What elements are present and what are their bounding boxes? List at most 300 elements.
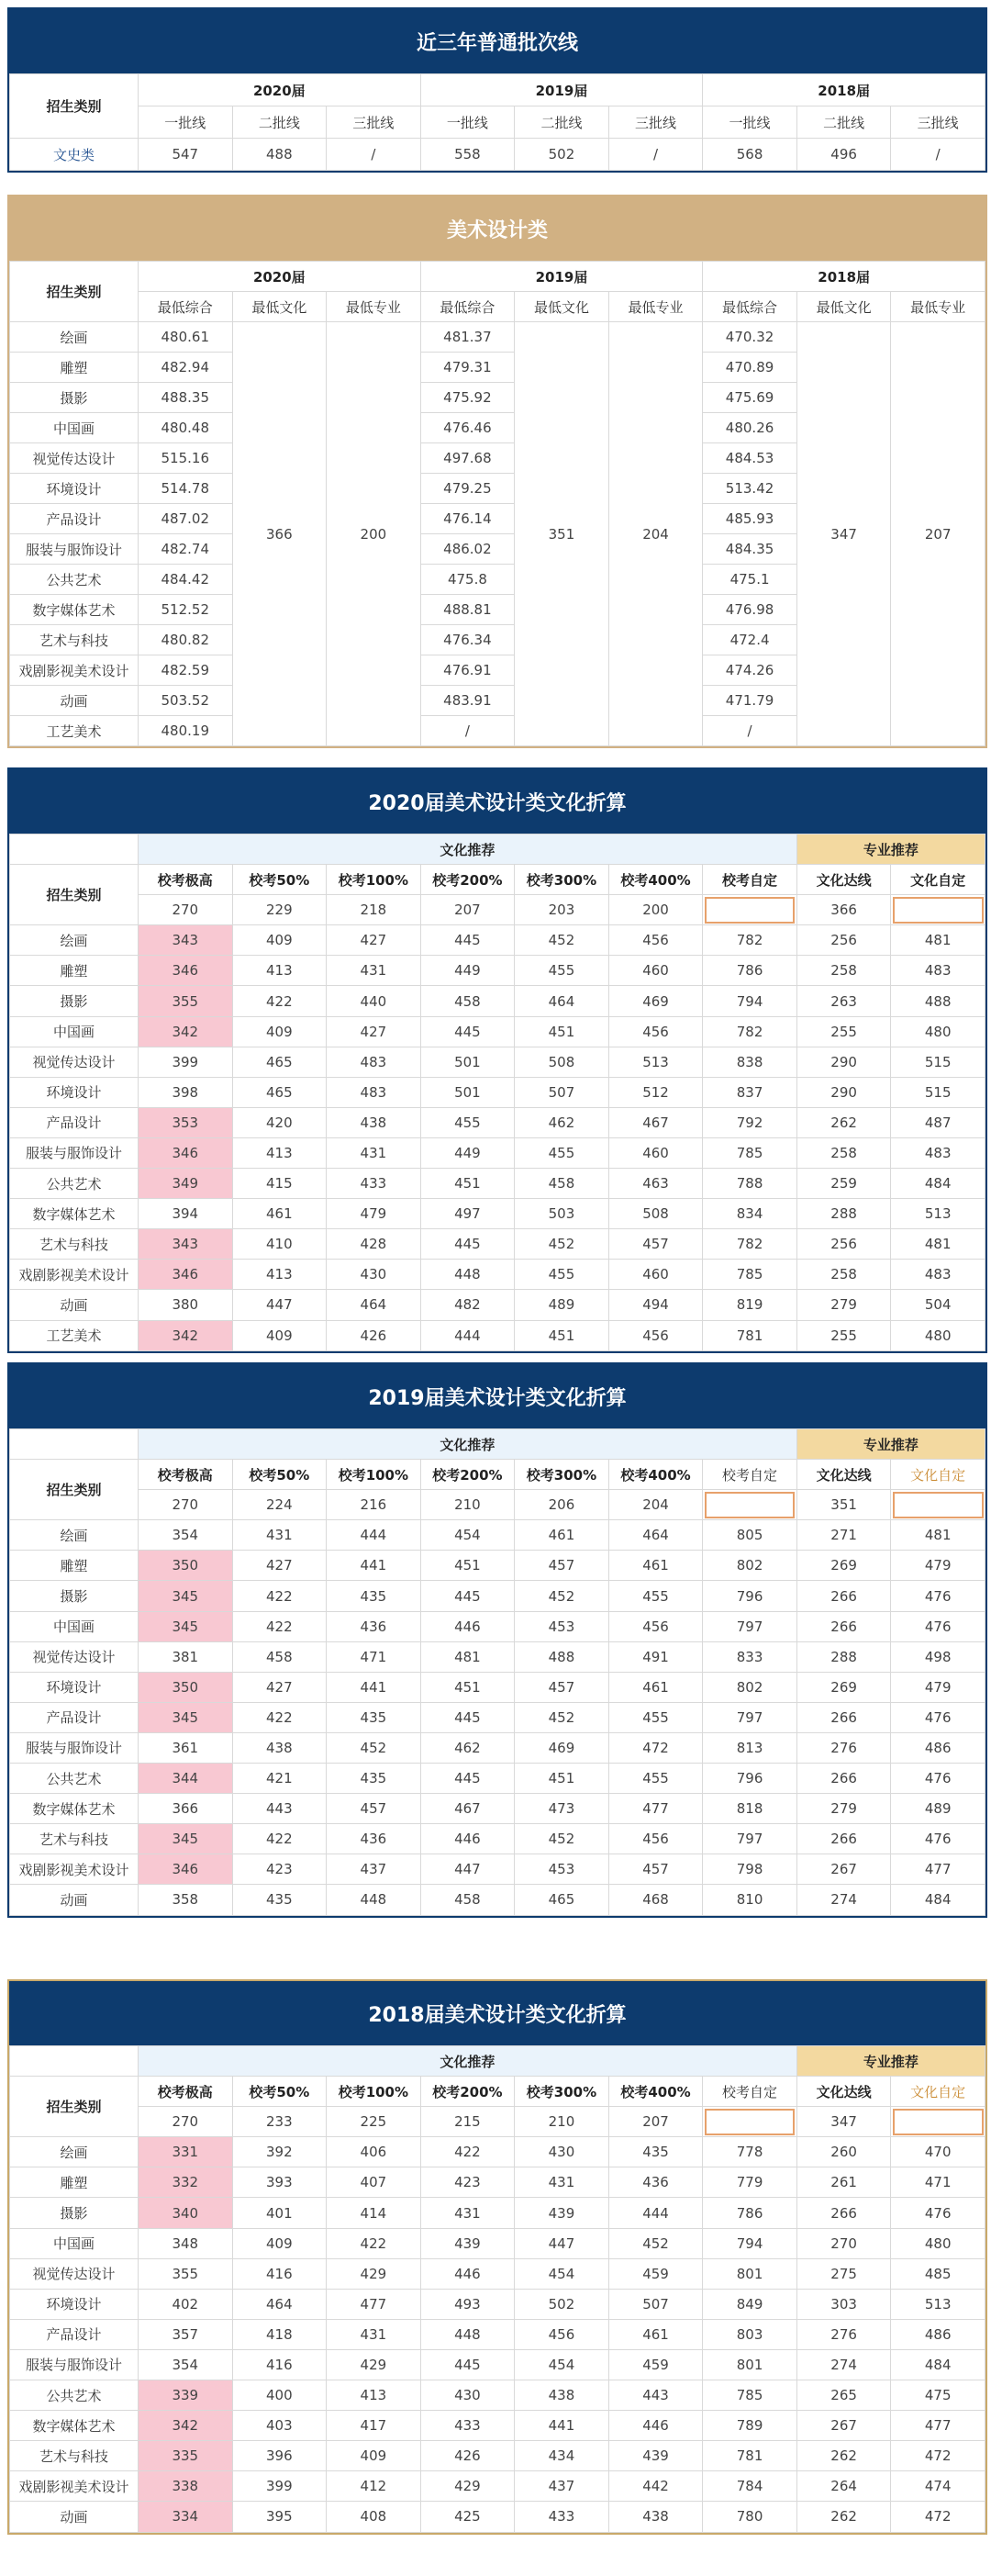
column-header: 校考400% [608, 2077, 703, 2107]
value-cell: 477 [327, 2289, 421, 2319]
value-cell: 429 [420, 2471, 515, 2502]
value-cell: 497 [420, 1199, 515, 1229]
section-title: 美术设计类 [9, 196, 985, 261]
value-cell: 395 [232, 2502, 327, 2532]
base-score-cell: 207 [608, 2107, 703, 2137]
value-cell: 467 [420, 1794, 515, 1824]
value-cell: 486 [891, 1732, 985, 1763]
value-cell: 428 [327, 1229, 421, 1260]
category-cell: 动画 [10, 1885, 139, 1915]
min-total-cell: 483.91 [420, 686, 515, 716]
table-row [10, 1764, 985, 1794]
value-cell: 487 [891, 1107, 985, 1137]
value-cell: 358 [139, 1885, 233, 1915]
category-cell: 服装与服饰设计 [10, 2349, 139, 2380]
value-cell: 476 [891, 1702, 985, 1732]
table-row [10, 1702, 985, 1732]
table-row [10, 2349, 985, 2380]
value-cell: 427 [232, 1672, 327, 1702]
table-row [10, 1794, 985, 1824]
min-total-cell: 480.19 [139, 716, 233, 746]
min-total-cell: 485.93 [703, 504, 797, 534]
value-cell: 489 [891, 1794, 985, 1824]
value-cell: 484 [891, 2349, 985, 2380]
table-row [10, 2137, 985, 2167]
table-row [10, 1260, 985, 1290]
value-cell: 803 [703, 2319, 797, 2349]
value-cell: 437 [515, 2471, 609, 2502]
value-cell: 805 [703, 1520, 797, 1551]
min-total-cell: 497.68 [420, 443, 515, 474]
min-total-cell: 472.4 [703, 625, 797, 655]
value-cell: 266 [796, 2198, 891, 2228]
category-cell: 中国画 [10, 1611, 139, 1641]
value-cell: 501 [420, 1047, 515, 1077]
value-cell: 400 [232, 2380, 327, 2411]
value-cell: 504 [891, 1290, 985, 1320]
value-cell: 782 [703, 925, 797, 956]
sub-header: 最低综合 [703, 292, 797, 322]
value-cell: 266 [796, 1824, 891, 1854]
min-total-cell: 475.8 [420, 565, 515, 595]
value-cell: 508 [608, 1199, 703, 1229]
value-cell: 479 [891, 1672, 985, 1702]
min-total-cell: / [703, 716, 797, 746]
value-cell: 265 [796, 2380, 891, 2411]
value-cell: 444 [608, 2198, 703, 2228]
category-cell: 环境设计 [10, 474, 139, 504]
min-total-cell: 482.59 [139, 655, 233, 686]
value-cell: 483 [327, 1047, 421, 1077]
value-cell: 430 [515, 2137, 609, 2167]
value-cell: 462 [515, 1107, 609, 1137]
min-total-cell: 475.92 [420, 383, 515, 413]
value-cell: 457 [327, 1794, 421, 1824]
major-rec-header: 专业推荐 [796, 2046, 985, 2077]
category-cell: 动画 [10, 2502, 139, 2532]
value-cell: 465 [232, 1077, 327, 1107]
min-total-cell: 487.02 [139, 504, 233, 534]
column-header: 校考50% [232, 1460, 327, 1490]
value-cell: 401 [232, 2198, 327, 2228]
value-cell: 477 [891, 1854, 985, 1885]
value-cell: 350 [139, 1551, 233, 1581]
value-cell: 451 [515, 1016, 609, 1047]
min-total-cell: 512.52 [139, 595, 233, 625]
value-cell: 343 [139, 925, 233, 956]
value-cell: 449 [420, 1137, 515, 1168]
value-cell: 342 [139, 1016, 233, 1047]
value-cell: 457 [608, 1229, 703, 1260]
value-cell: 288 [796, 1641, 891, 1672]
value-cell: 416 [232, 2349, 327, 2380]
value-cell: 797 [703, 1702, 797, 1732]
table-row [10, 1732, 985, 1763]
value-cell: 438 [327, 1107, 421, 1137]
section-title: 2020届美术设计类文化折算 [9, 769, 985, 834]
value-cell: 421 [232, 1764, 327, 1794]
value-cell: 290 [796, 1077, 891, 1107]
category-cell: 工艺美术 [10, 1320, 139, 1350]
value-cell: 427 [232, 1551, 327, 1581]
value-cell: 476 [891, 2198, 985, 2228]
value-cell: 431 [327, 1137, 421, 1168]
value-cell: 396 [232, 2441, 327, 2471]
min-total-cell: 515.16 [139, 443, 233, 474]
value-cell: 393 [232, 2167, 327, 2198]
value-cell: 449 [420, 956, 515, 986]
value-cell: 461 [232, 1199, 327, 1229]
min-total-cell: / [420, 716, 515, 746]
category-cell: 环境设计 [10, 2289, 139, 2319]
min-major-cell: 207 [891, 322, 985, 746]
value-cell: 354 [139, 2349, 233, 2380]
value-cell: 258 [796, 1260, 891, 1290]
category-cell: 艺术与科技 [10, 1824, 139, 1854]
category-cell: 绘画 [10, 925, 139, 956]
column-header: 校考100% [327, 2077, 421, 2107]
sub-header: 最低综合 [420, 292, 515, 322]
base-score-cell: 210 [420, 1490, 515, 1520]
sub-header: 最低专业 [327, 292, 421, 322]
sub-header: 最低文化 [796, 292, 891, 322]
min-total-cell: 479.31 [420, 353, 515, 383]
value-cell: 270 [796, 2228, 891, 2258]
value-cell: 801 [703, 2258, 797, 2289]
value-cell: 502 [515, 139, 609, 171]
value-cell: 448 [420, 2319, 515, 2349]
value-cell: 439 [515, 2198, 609, 2228]
value-cell: 290 [796, 1047, 891, 1077]
value-cell: 266 [796, 1764, 891, 1794]
value-cell: 481 [891, 1520, 985, 1551]
category-cell: 雕塑 [10, 2167, 139, 2198]
column-header: 校考极高 [139, 1460, 233, 1490]
value-cell: 350 [139, 1672, 233, 1702]
year-header: 2020届 [139, 262, 421, 292]
value-cell: 431 [327, 2319, 421, 2349]
value-cell: 459 [608, 2258, 703, 2289]
value-cell: 779 [703, 2167, 797, 2198]
value-cell: 486 [891, 2319, 985, 2349]
category-cell: 视觉传达设计 [10, 1641, 139, 1672]
column-header: 校考极高 [139, 2077, 233, 2107]
category-cell: 中国画 [10, 2228, 139, 2258]
category-cell: 公共艺术 [10, 2380, 139, 2411]
value-cell: 796 [703, 1764, 797, 1794]
value-cell: 558 [420, 139, 515, 171]
year-header: 2018届 [703, 74, 985, 106]
base-score-cell: 204 [608, 1490, 703, 1520]
column-header: 校考300% [515, 2077, 609, 2107]
value-cell: 266 [796, 1702, 891, 1732]
value-cell: 460 [608, 1137, 703, 1168]
table-row [10, 1824, 985, 1854]
category-cell: 数字媒体艺术 [10, 595, 139, 625]
value-cell: 262 [796, 1107, 891, 1137]
value-cell: 269 [796, 1551, 891, 1581]
value-cell: 444 [420, 1320, 515, 1350]
value-cell: 471 [891, 2167, 985, 2198]
value-cell: 475 [891, 2380, 985, 2411]
col-label: 招生类别 [10, 74, 139, 139]
value-cell: 465 [515, 1885, 609, 1915]
column-header: 文化达线 [796, 865, 891, 895]
value-cell: 409 [232, 1320, 327, 1350]
value-cell: 394 [139, 1199, 233, 1229]
value-cell: 460 [608, 1260, 703, 1290]
table-row [10, 2258, 985, 2289]
min-total-cell: 480.82 [139, 625, 233, 655]
base-score-cell: 347 [796, 2107, 891, 2137]
value-cell: 457 [515, 1551, 609, 1581]
value-cell: 442 [608, 2471, 703, 2502]
value-cell: 458 [420, 1885, 515, 1915]
value-cell: 342 [139, 2411, 233, 2441]
conversion-body-2020 [10, 925, 985, 1350]
value-cell: 435 [232, 1885, 327, 1915]
value-cell: 781 [703, 2441, 797, 2471]
category-cell: 动画 [10, 686, 139, 716]
value-cell: 422 [232, 1581, 327, 1611]
value-cell: 465 [232, 1047, 327, 1077]
min-total-cell: 482.94 [139, 353, 233, 383]
value-cell: 435 [608, 2137, 703, 2167]
value-cell: 433 [515, 2502, 609, 2532]
category-cell: 工艺美术 [10, 716, 139, 746]
category-cell: 数字媒体艺术 [10, 1199, 139, 1229]
value-cell: 455 [608, 1764, 703, 1794]
min-total-cell: 486.02 [420, 534, 515, 565]
header-spacer [10, 1429, 139, 1460]
value-cell: 457 [608, 1854, 703, 1885]
table-row [10, 1520, 985, 1551]
table-row [10, 2228, 985, 2258]
table-row [10, 1641, 985, 1672]
value-cell: 445 [420, 1229, 515, 1260]
section-2020-conversion [7, 767, 987, 1353]
column-header: 校考自定 [703, 1460, 797, 1490]
value-cell: 275 [796, 2258, 891, 2289]
value-cell: 346 [139, 1137, 233, 1168]
value-cell: 455 [608, 1581, 703, 1611]
value-cell: 288 [796, 1199, 891, 1229]
category-cell: 产品设计 [10, 2319, 139, 2349]
column-header: 校考极高 [139, 865, 233, 895]
value-cell: 422 [232, 1702, 327, 1732]
value-cell: 415 [232, 1169, 327, 1199]
value-cell: 488 [891, 986, 985, 1016]
value-cell: 513 [891, 2289, 985, 2319]
base-score-cell: 207 [420, 895, 515, 925]
value-cell: 422 [232, 1611, 327, 1641]
value-cell: 485 [891, 2258, 985, 2289]
value-cell: 409 [232, 1016, 327, 1047]
category-cell: 摄影 [10, 986, 139, 1016]
value-cell: 513 [891, 1199, 985, 1229]
value-cell: 409 [232, 925, 327, 956]
value-cell: 438 [515, 2380, 609, 2411]
column-header: 校考400% [608, 865, 703, 895]
sub-header: 最低综合 [139, 292, 233, 322]
value-cell: 429 [327, 2258, 421, 2289]
value-cell: 456 [608, 1611, 703, 1641]
value-cell: 413 [327, 2380, 421, 2411]
category-cell: 环境设计 [10, 1672, 139, 1702]
value-cell: 454 [420, 1520, 515, 1551]
category-cell: 动画 [10, 1290, 139, 1320]
value-cell: 785 [703, 1260, 797, 1290]
category-cell: 绘画 [10, 2137, 139, 2167]
col-label: 招生类别 [10, 2077, 139, 2137]
value-cell: 446 [420, 2258, 515, 2289]
base-score-cell: 210 [515, 2107, 609, 2137]
value-cell: 479 [327, 1199, 421, 1229]
value-cell: 406 [327, 2137, 421, 2167]
value-cell: 263 [796, 986, 891, 1016]
category-cell: 数字媒体艺术 [10, 2411, 139, 2441]
category-cell: 戏剧影视美术设计 [10, 1854, 139, 1885]
table-row [10, 2380, 985, 2411]
value-cell: 381 [139, 1641, 233, 1672]
value-cell: 448 [420, 1260, 515, 1290]
category-cell: 绘画 [10, 322, 139, 353]
base-score-cell: 270 [139, 1490, 233, 1520]
value-cell: 346 [139, 1854, 233, 1885]
base-score-cell: 270 [139, 2107, 233, 2137]
header-spacer [10, 2046, 139, 2077]
value-cell: 515 [891, 1077, 985, 1107]
value-cell: 458 [515, 1169, 609, 1199]
base-score-cell [891, 1490, 985, 1520]
value-cell: 436 [608, 2167, 703, 2198]
value-cell: 451 [420, 1169, 515, 1199]
base-score-cell: 215 [420, 2107, 515, 2137]
table-row [10, 2411, 985, 2441]
min-total-cell: 471.79 [703, 686, 797, 716]
value-cell: 453 [515, 1854, 609, 1885]
value-cell: 802 [703, 1672, 797, 1702]
value-cell: 456 [608, 1016, 703, 1047]
column-header: 文化自定 [891, 2077, 985, 2107]
value-cell: 480 [891, 1016, 985, 1047]
table-row [10, 2319, 985, 2349]
batch-header: 三批线 [891, 106, 985, 139]
category-cell: 视觉传达设计 [10, 2258, 139, 2289]
table-row [10, 2441, 985, 2471]
value-cell: 444 [327, 1520, 421, 1551]
min-total-cell: 476.98 [703, 595, 797, 625]
value-cell: 349 [139, 1169, 233, 1199]
min-total-cell: 503.52 [139, 686, 233, 716]
column-header: 校考300% [515, 865, 609, 895]
section-art-design [7, 195, 987, 748]
section-title: 近三年普通批次线 [9, 9, 985, 73]
table-row [10, 2471, 985, 2502]
value-cell: 568 [703, 139, 797, 171]
value-cell: 838 [703, 1047, 797, 1077]
value-cell: 496 [796, 139, 891, 171]
value-cell: 801 [703, 2349, 797, 2380]
value-cell: 819 [703, 1290, 797, 1320]
table-row [10, 2198, 985, 2228]
category-cell: 环境设计 [10, 1077, 139, 1107]
base-score-cell: 218 [327, 895, 421, 925]
value-cell: 447 [232, 1290, 327, 1320]
value-cell: 463 [608, 1169, 703, 1199]
column-header: 文化自定 [891, 865, 985, 895]
value-cell: 797 [703, 1611, 797, 1641]
value-cell: 445 [420, 1764, 515, 1794]
col-label: 招生类别 [10, 262, 139, 322]
value-cell: 331 [139, 2137, 233, 2167]
base-score-cell: 200 [608, 895, 703, 925]
value-cell: 452 [515, 1229, 609, 1260]
header-spacer [10, 834, 139, 865]
category-cell: 艺术与科技 [10, 625, 139, 655]
value-cell: 255 [796, 1016, 891, 1047]
table-row [10, 1854, 985, 1885]
value-cell: 455 [515, 1137, 609, 1168]
value-cell: 503 [515, 1199, 609, 1229]
section-title: 2019届美术设计类文化折算 [9, 1364, 985, 1428]
category-cell: 摄影 [10, 2198, 139, 2228]
value-cell: 439 [420, 2228, 515, 2258]
value-cell: 479 [891, 1551, 985, 1581]
value-cell: 488 [232, 139, 327, 171]
value-cell: 445 [420, 1581, 515, 1611]
value-cell: 413 [232, 1260, 327, 1290]
min-total-cell: 479.25 [420, 474, 515, 504]
min-total-cell: 481.37 [420, 322, 515, 353]
value-cell: 474 [891, 2471, 985, 2502]
value-cell: 423 [420, 2167, 515, 2198]
value-cell: 380 [139, 1290, 233, 1320]
value-cell: 412 [327, 2471, 421, 2502]
value-cell: 439 [608, 2441, 703, 2471]
value-cell: 443 [608, 2380, 703, 2411]
value-cell: 464 [327, 1290, 421, 1320]
table-row [10, 1077, 985, 1107]
column-header: 校考自定 [703, 2077, 797, 2107]
major-rec-header: 专业推荐 [796, 1429, 985, 1460]
value-cell: 344 [139, 1764, 233, 1794]
value-cell: 255 [796, 1320, 891, 1350]
value-cell: 782 [703, 1229, 797, 1260]
table-row [10, 956, 985, 986]
category-cell: 服装与服饰设计 [10, 1137, 139, 1168]
value-cell: 451 [515, 1320, 609, 1350]
min-culture-cell: 351 [515, 322, 609, 746]
base-score-cell: 216 [327, 1490, 421, 1520]
value-cell: 461 [515, 1520, 609, 1551]
category-cell: 艺术与科技 [10, 1229, 139, 1260]
category-cell: 公共艺术 [10, 1764, 139, 1794]
value-cell: 481 [891, 925, 985, 956]
value-cell: 262 [796, 2502, 891, 2532]
value-cell: 813 [703, 1732, 797, 1763]
value-cell: 483 [891, 956, 985, 986]
value-cell: 261 [796, 2167, 891, 2198]
value-cell: 436 [327, 1611, 421, 1641]
value-cell: 355 [139, 2258, 233, 2289]
value-cell: 491 [608, 1641, 703, 1672]
value-cell: 448 [327, 1885, 421, 1915]
value-cell: 437 [327, 1854, 421, 1885]
culture-rec-header: 文化推荐 [139, 834, 797, 865]
batch-header: 二批线 [515, 106, 609, 139]
min-total-cell: 474.26 [703, 655, 797, 686]
